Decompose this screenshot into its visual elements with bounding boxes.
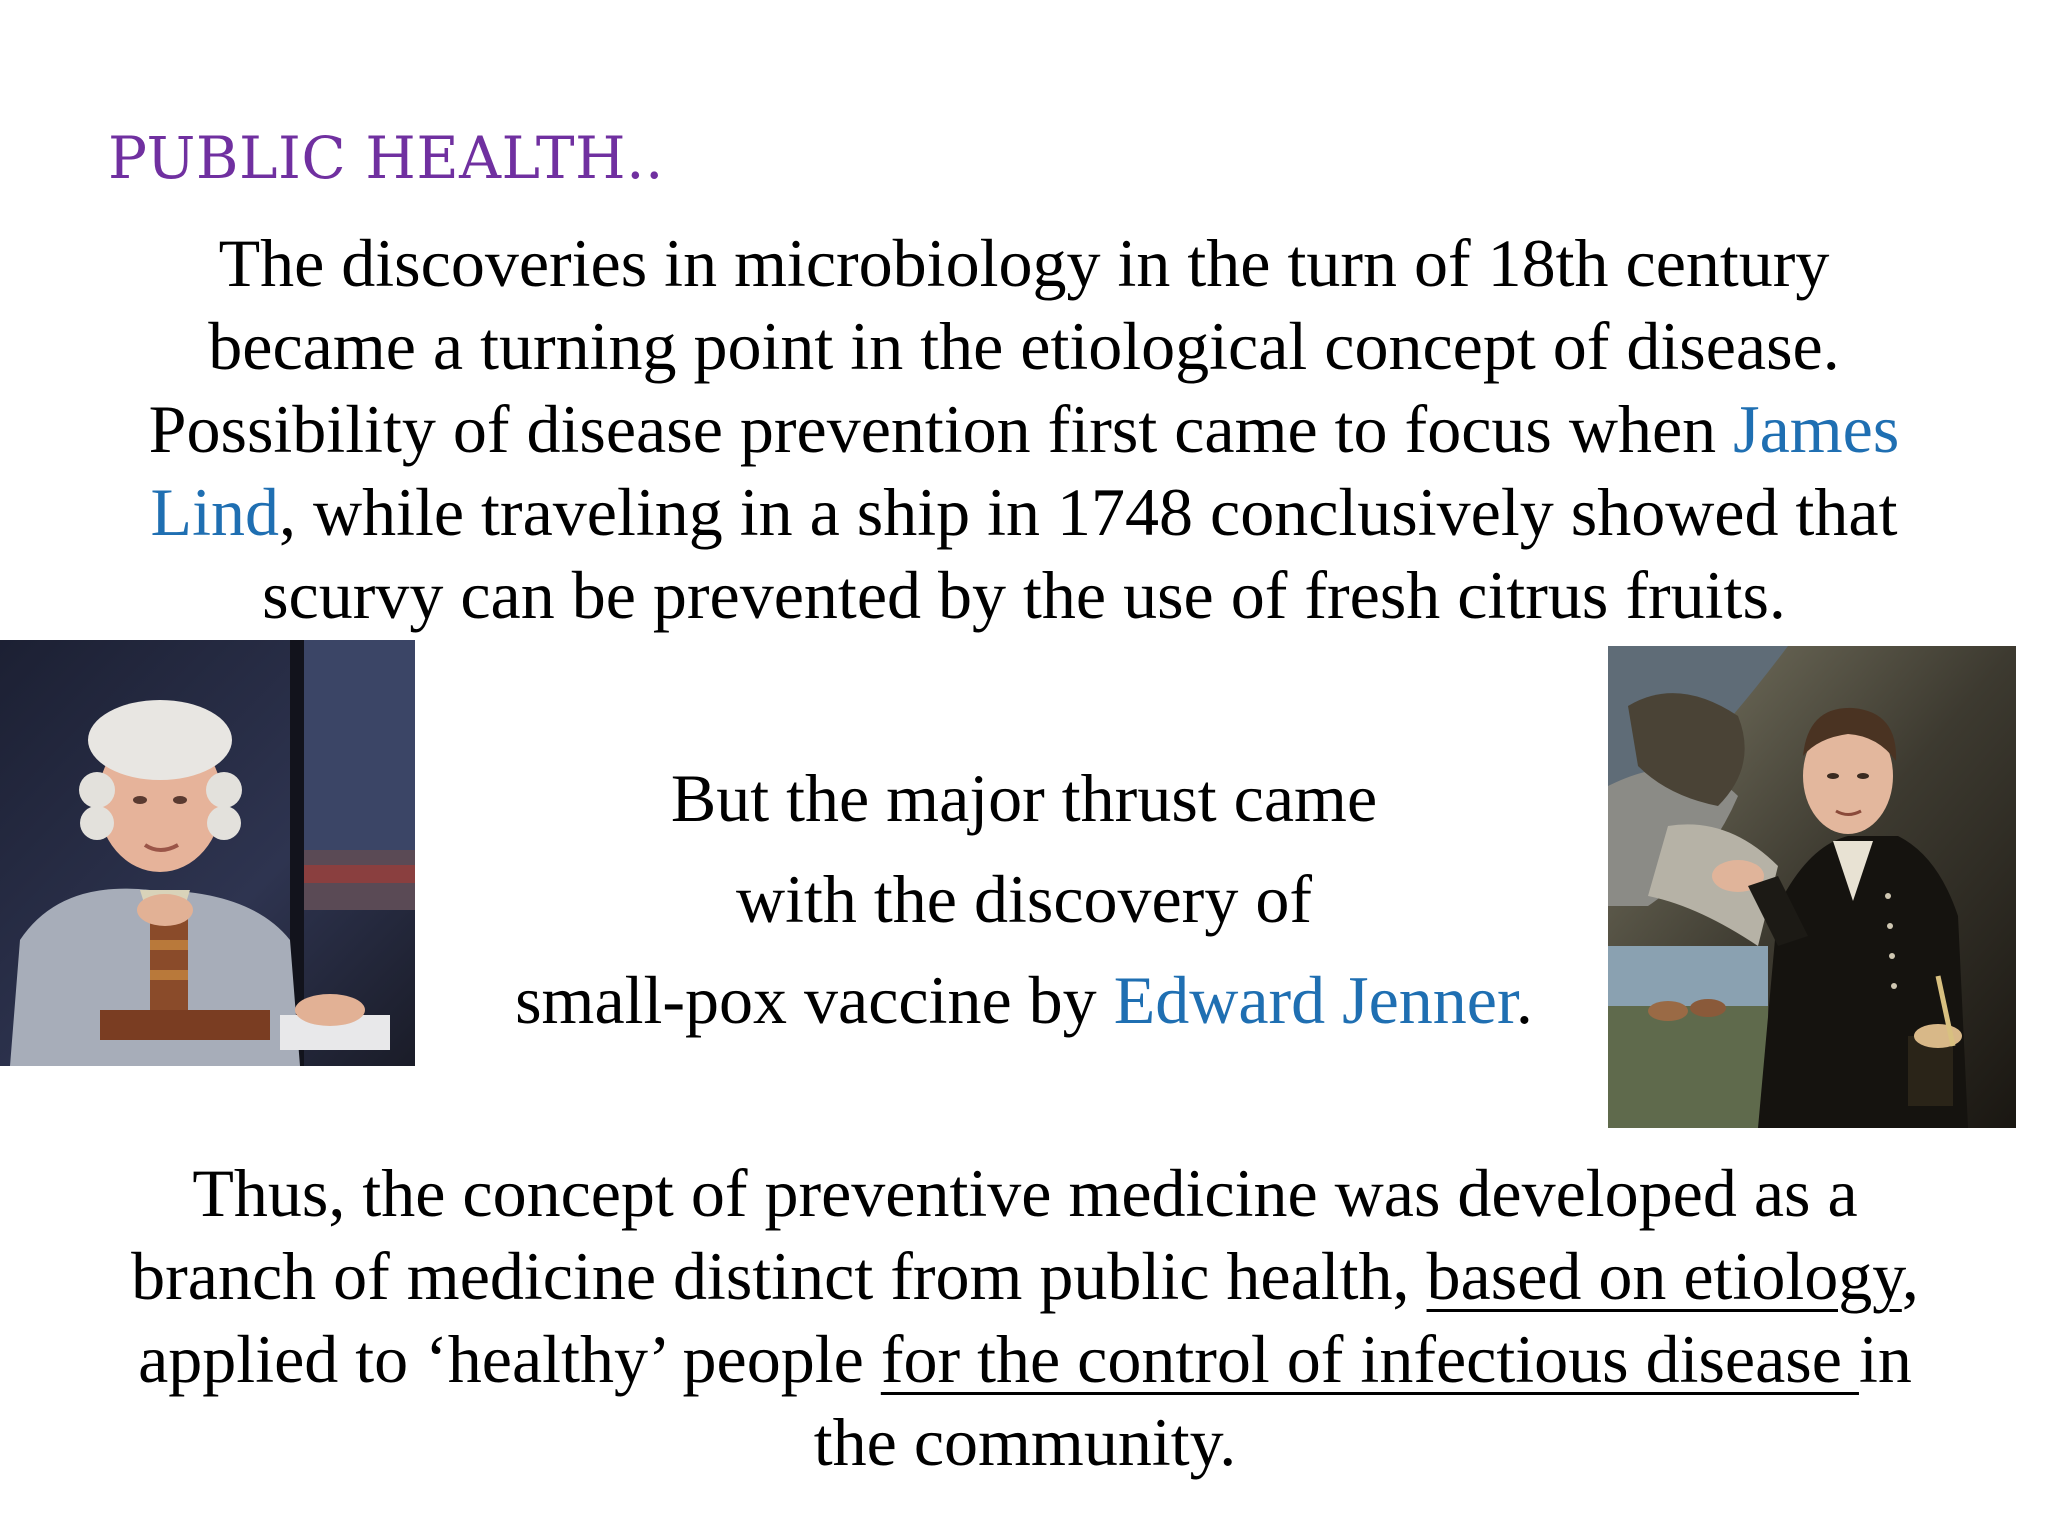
portrait-james-lind (0, 640, 415, 1066)
underline-based-on-etiology: based on etiology (1426, 1238, 1902, 1314)
para1-tail: , while traveling in a ship in 1748 conclusively showed that scurvy can be prevented by the use of fresh citrus fruits. (262, 474, 1898, 633)
para3-post: in the community. (813, 1321, 1912, 1480)
paragraph-lind (120, 222, 1928, 637)
name-james-lind: James Lind (150, 391, 1900, 550)
para1-line3: Possibility of disease prevention first came to focus when (148, 391, 1734, 467)
para2-line1: But the major thrust came (670, 760, 1378, 836)
para3-pre: Thus, the concept of preventive medicine was developed as a branch of medicine distinct from public health, (131, 1155, 1858, 1314)
name-edward-jenner: Edward Jenner (1113, 962, 1516, 1038)
slide-title: PUBLIC HEALTH.. (108, 124, 664, 192)
portrait-edward-jenner-icon (1608, 646, 2016, 1128)
para1-line1: The discoveries in microbiology in the turn of 18th century (218, 225, 1830, 301)
para2-line3-post: . (1515, 962, 1533, 1038)
para3-mid: , applied to ‘healthy’ people (138, 1238, 1919, 1397)
para2-line3-pre: small-pox vaccine by (515, 962, 1114, 1038)
paragraph-preventive-medicine (100, 1152, 1950, 1484)
para1-line2: became a turning point in the etiological concept of disease. (208, 308, 1840, 384)
para2-line2: with the discovery of (736, 861, 1312, 937)
underline-infectious-disease: for the control of infectious disease (880, 1321, 1859, 1397)
paragraph-jenner (420, 748, 1628, 1051)
portrait-edward-jenner (1608, 646, 2016, 1128)
portrait-james-lind-icon (0, 640, 415, 1066)
